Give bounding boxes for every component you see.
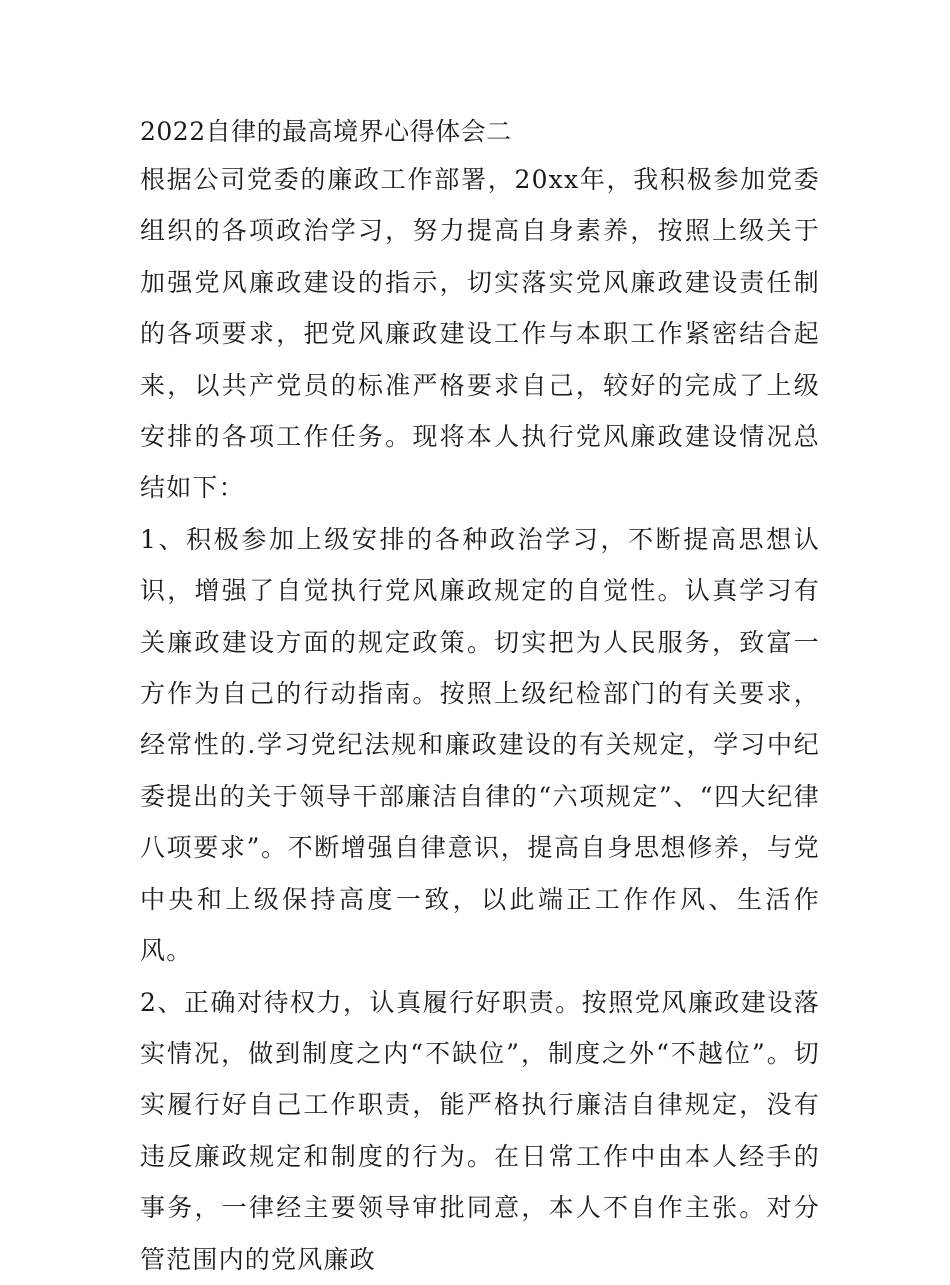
paragraph-intro: 根据公司党委的廉政工作部署，20xx年，我积极参加党委组织的各项政治学习，努力提高自身素养，按照上级关于加强党风廉政建设的指示，切实落实党风廉政建设责任制的各项要求，把党风廉政建设工作与本职工作紧密结合起来，以共产党员的标准严格要求自己，较好的完成了上级安排的各项工作任务。现将本人执行党风廉政建设情况总结如下： — [140, 165, 820, 503]
paragraph-point-1: 1、积极参加上级安排的各种政治学习，不断提高思想认识，增强了自觉执行党风廉政规定的自觉性。认真学习有关廉政建设方面的规定政策。切实把为人民服务，致富一方作为自己的行动指南。按照上级纪检部门的有关要求，经常性的.学习党纪法规和廉政建设的有关规定，学习中纪委提出的关于领导干部廉洁自律的“六项规定”、“四大纪律八项要求”。不断增强自律意识，提高自身思想修养，与党中央和上级保持高度一致，以此端正工作作风、生活作风。 — [140, 524, 820, 966]
document-body — [140, 110, 820, 1285]
paragraph-point-2: 2、正确对待权力，认真履行好职责。按照党风廉政建设落实情况，做到制度之内“不缺位”，制度之外“不越位”。切实履行好自己工作职责，能严格执行廉洁自律规定，没有违反廉政规定和制度的行为。在日常工作中由本人经手的事务，一律经主要领导审批同意，本人不自作主张。对分管范围内的党风廉政 — [140, 987, 820, 1274]
document-title: 2022自律的最高境界心得体会二 — [140, 117, 512, 146]
